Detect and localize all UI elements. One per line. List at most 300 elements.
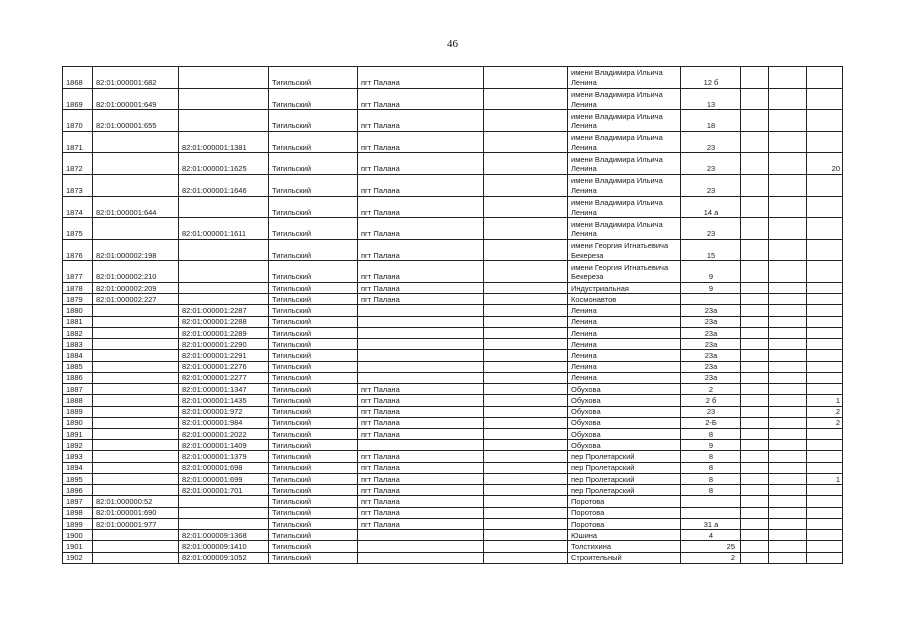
cadastral-number-alt-cell: 82:01:000001:2022 (179, 428, 269, 439)
extra-cell-1 (741, 196, 769, 218)
cadastral-number-alt-cell: 82:01:000001:2277 (179, 372, 269, 383)
extra-cell-1 (741, 67, 769, 89)
extra-cell-2 (769, 261, 807, 283)
cadastral-number-alt-cell: 82:01:000001:2291 (179, 350, 269, 361)
district-cell: Тигильский (269, 67, 358, 89)
cadastral-number-alt-cell: 82:01:000001:2289 (179, 327, 269, 338)
table-row (63, 530, 843, 541)
cadastral-number-cell (93, 462, 179, 473)
extra-cell-3 (807, 110, 843, 132)
extra-cell-3 (807, 327, 843, 338)
extra-cell-3 (807, 282, 843, 293)
settlement-cell: пгт Палана (358, 67, 484, 89)
settlement-cell (358, 327, 484, 338)
extra-cell-1 (741, 552, 769, 563)
cadastral-number-cell: 82:01:000000:52 (93, 496, 179, 507)
table-row (63, 153, 843, 175)
extra-cell-1 (741, 406, 769, 417)
table-row (63, 507, 843, 518)
cadastral-number-alt-cell: 82:01:000001:1381 (179, 131, 269, 153)
blank-cell (484, 196, 568, 218)
settlement-cell: пгт Палана (358, 294, 484, 305)
street-cell: Ленина (568, 350, 681, 361)
street-cell: Ленина (568, 361, 681, 372)
cadastral-number-cell (93, 361, 179, 372)
street-cell: имени Владимира Ильича Ленина (568, 218, 681, 240)
extra-cell-2 (769, 384, 807, 395)
settlement-cell (358, 350, 484, 361)
cadastral-number-cell (93, 552, 179, 563)
district-cell: Тигильский (269, 462, 358, 473)
settlement-cell (358, 339, 484, 350)
house-number-cell: 23 (681, 218, 741, 240)
house-number-cell: 23 (681, 153, 741, 175)
extra-cell-2 (769, 316, 807, 327)
street-cell: Космонавтов (568, 294, 681, 305)
blank-cell (484, 327, 568, 338)
extra-cell-3 (807, 372, 843, 383)
cadastral-number-cell (93, 451, 179, 462)
street-cell: Индустриальная (568, 282, 681, 293)
house-number-cell: 23 (681, 406, 741, 417)
extra-cell-3 (807, 294, 843, 305)
extra-cell-2 (769, 428, 807, 439)
table-row (63, 316, 843, 327)
blank-cell (484, 384, 568, 395)
street-cell: Обухова (568, 384, 681, 395)
street-cell: Обухова (568, 417, 681, 428)
extra-cell-1 (741, 530, 769, 541)
blank-cell (484, 451, 568, 462)
district-cell: Тигильский (269, 417, 358, 428)
table-row (63, 473, 843, 484)
cadastral-number-alt-cell: 82:01:000009:1368 (179, 530, 269, 541)
extra-cell-1 (741, 174, 769, 196)
settlement-cell: пгт Палана (358, 518, 484, 529)
cadastral-number-cell (93, 440, 179, 451)
extra-cell-3 (807, 339, 843, 350)
table-row (63, 110, 843, 132)
street-cell: пер Пролетарский (568, 485, 681, 496)
extra-cell-2 (769, 361, 807, 372)
cadastral-number-cell: 82:01:000002:210 (93, 261, 179, 283)
cadastral-number-cell (93, 395, 179, 406)
district-cell: Тигильский (269, 473, 358, 484)
district-cell: Тигильский (269, 339, 358, 350)
extra-cell-1 (741, 417, 769, 428)
cadastral-number-cell: 82:01:000001:977 (93, 518, 179, 529)
district-cell: Тигильский (269, 384, 358, 395)
district-cell: Тигильский (269, 440, 358, 451)
settlement-cell: пгт Палана (358, 395, 484, 406)
extra-cell-1 (741, 440, 769, 451)
settlement-cell: пгт Палана (358, 174, 484, 196)
row-number-cell: 1882 (63, 327, 93, 338)
table-row (63, 541, 843, 552)
house-number-cell: 8 (681, 451, 741, 462)
settlement-cell: пгт Палана (358, 406, 484, 417)
extra-cell-1 (741, 339, 769, 350)
extra-cell-2 (769, 327, 807, 338)
district-cell: Тигильский (269, 451, 358, 462)
house-number-cell: 9 (681, 440, 741, 451)
extra-cell-2 (769, 294, 807, 305)
extra-cell-2 (769, 462, 807, 473)
row-number-cell: 1880 (63, 305, 93, 316)
house-number-cell: 23а (681, 305, 741, 316)
street-cell: Поротова (568, 518, 681, 529)
settlement-cell (358, 530, 484, 541)
row-number-cell: 1897 (63, 496, 93, 507)
table-row (63, 485, 843, 496)
cadastral-number-alt-cell (179, 294, 269, 305)
street-cell: Ленина (568, 327, 681, 338)
extra-cell-2 (769, 530, 807, 541)
district-cell: Тигильский (269, 327, 358, 338)
blank-cell (484, 218, 568, 240)
house-number-cell (681, 496, 741, 507)
cadastral-number-alt-cell (179, 110, 269, 132)
cadastral-number-alt-cell: 82:01:000001:2276 (179, 361, 269, 372)
extra-cell-1 (741, 261, 769, 283)
extra-cell-2 (769, 339, 807, 350)
extra-cell-2 (769, 88, 807, 110)
district-cell: Тигильский (269, 294, 358, 305)
table-row (63, 218, 843, 240)
settlement-cell (358, 552, 484, 563)
blank-cell (484, 153, 568, 175)
blank-cell (484, 552, 568, 563)
row-number-cell: 1875 (63, 218, 93, 240)
extra-cell-1 (741, 316, 769, 327)
table-row (63, 395, 843, 406)
district-cell: Тигильский (269, 428, 358, 439)
house-number-cell: 9 (681, 282, 741, 293)
blank-cell (484, 395, 568, 406)
blank-cell (484, 305, 568, 316)
district-cell: Тигильский (269, 518, 358, 529)
extra-cell-3 (807, 485, 843, 496)
house-number-cell (681, 294, 741, 305)
table-row (63, 350, 843, 361)
cadastral-number-cell: 82:01:000001:690 (93, 507, 179, 518)
blank-cell (484, 406, 568, 417)
cadastral-number-alt-cell: 82:01:000001:972 (179, 406, 269, 417)
extra-cell-1 (741, 327, 769, 338)
extra-cell-2 (769, 239, 807, 261)
street-cell: имени Георгия Игнатьевича Бекереза (568, 239, 681, 261)
extra-cell-1 (741, 518, 769, 529)
settlement-cell: пгт Палана (358, 417, 484, 428)
extra-cell-1 (741, 451, 769, 462)
cadastral-number-cell: 82:01:000001:644 (93, 196, 179, 218)
table-row (63, 384, 843, 395)
blank-cell (484, 67, 568, 89)
extra-cell-3 (807, 350, 843, 361)
extra-cell-2 (769, 282, 807, 293)
district-cell: Тигильский (269, 282, 358, 293)
table-row (63, 518, 843, 529)
extra-cell-3 (807, 67, 843, 89)
extra-cell-1 (741, 507, 769, 518)
extra-cell-3 (807, 196, 843, 218)
table-row (63, 294, 843, 305)
extra-cell-3: 20 (807, 153, 843, 175)
district-cell: Тигильский (269, 239, 358, 261)
house-number-cell: 23 (681, 174, 741, 196)
extra-cell-1 (741, 462, 769, 473)
street-cell: имени Владимира Ильича Ленина (568, 196, 681, 218)
cadastral-number-cell (93, 372, 179, 383)
extra-cell-1 (741, 305, 769, 316)
extra-cell-2 (769, 518, 807, 529)
settlement-cell: пгт Палана (358, 88, 484, 110)
extra-cell-3 (807, 384, 843, 395)
row-number-cell: 1874 (63, 196, 93, 218)
extra-cell-1 (741, 218, 769, 240)
extra-cell-3: 2 (807, 406, 843, 417)
row-number-cell: 1896 (63, 485, 93, 496)
district-cell: Тигильский (269, 372, 358, 383)
table-row (63, 372, 843, 383)
house-number-cell (681, 507, 741, 518)
cadastral-number-cell: 82:01:000001:655 (93, 110, 179, 132)
extra-cell-2 (769, 110, 807, 132)
extra-cell-3 (807, 440, 843, 451)
house-number-cell: 2-Б (681, 417, 741, 428)
district-cell: Тигильский (269, 552, 358, 563)
house-number-cell: 2 б (681, 395, 741, 406)
blank-cell (484, 339, 568, 350)
row-number-cell: 1900 (63, 530, 93, 541)
district-cell: Тигильский (269, 153, 358, 175)
blank-cell (484, 282, 568, 293)
cadastral-number-alt-cell: 82:01:000001:1625 (179, 153, 269, 175)
blank-cell (484, 131, 568, 153)
cadastral-number-alt-cell (179, 518, 269, 529)
row-number-cell: 1886 (63, 372, 93, 383)
settlement-cell (358, 305, 484, 316)
cadastral-number-cell (93, 384, 179, 395)
row-number-cell: 1899 (63, 518, 93, 529)
cadastral-number-cell (93, 218, 179, 240)
blank-cell (484, 261, 568, 283)
extra-cell-2 (769, 417, 807, 428)
cadastral-number-cell: 82:01:000002:198 (93, 239, 179, 261)
page-number: 46 (447, 38, 458, 50)
cadastral-number-cell (93, 131, 179, 153)
row-number-cell: 1870 (63, 110, 93, 132)
extra-cell-2 (769, 541, 807, 552)
row-number-cell: 1881 (63, 316, 93, 327)
house-number-cell: 23а (681, 361, 741, 372)
table-row (63, 339, 843, 350)
street-cell: имени Владимира Ильича Ленина (568, 174, 681, 196)
extra-cell-2 (769, 305, 807, 316)
cadastral-number-cell: 82:01:000001:649 (93, 88, 179, 110)
extra-cell-2 (769, 131, 807, 153)
extra-cell-2 (769, 496, 807, 507)
extra-cell-2 (769, 440, 807, 451)
table-row (63, 496, 843, 507)
street-cell: имени Владимира Ильича Ленина (568, 153, 681, 175)
extra-cell-3 (807, 239, 843, 261)
street-cell: Обухова (568, 395, 681, 406)
cadastral-number-cell (93, 428, 179, 439)
register-table-body (63, 67, 843, 564)
extra-cell-2 (769, 350, 807, 361)
extra-cell-3 (807, 496, 843, 507)
row-number-cell: 1891 (63, 428, 93, 439)
blank-cell (484, 473, 568, 484)
district-cell: Тигильский (269, 196, 358, 218)
row-number-cell: 1876 (63, 239, 93, 261)
cadastral-number-alt-cell: 82:01:000001:698 (179, 462, 269, 473)
cadastral-number-alt-cell: 82:01:000001:1611 (179, 218, 269, 240)
extra-cell-2 (769, 372, 807, 383)
row-number-cell: 1877 (63, 261, 93, 283)
house-number-cell: 2 (681, 552, 741, 563)
district-cell: Тигильский (269, 131, 358, 153)
cadastral-number-alt-cell (179, 196, 269, 218)
extra-cell-3: 1 (807, 395, 843, 406)
cadastral-number-alt-cell (179, 67, 269, 89)
extra-cell-3 (807, 316, 843, 327)
street-cell: Ленина (568, 305, 681, 316)
settlement-cell: пгт Палана (358, 507, 484, 518)
house-number-cell: 23а (681, 316, 741, 327)
extra-cell-3 (807, 518, 843, 529)
table-row (63, 282, 843, 293)
settlement-cell (358, 440, 484, 451)
extra-cell-1 (741, 153, 769, 175)
blank-cell (484, 174, 568, 196)
row-number-cell: 1895 (63, 473, 93, 484)
extra-cell-1 (741, 361, 769, 372)
row-number-cell: 1884 (63, 350, 93, 361)
extra-cell-2 (769, 406, 807, 417)
row-number-cell: 1879 (63, 294, 93, 305)
cadastral-number-cell (93, 153, 179, 175)
cadastral-number-alt-cell (179, 282, 269, 293)
cadastral-number-cell: 82:01:000001:682 (93, 67, 179, 89)
extra-cell-2 (769, 174, 807, 196)
extra-cell-3 (807, 530, 843, 541)
cadastral-number-alt-cell (179, 507, 269, 518)
district-cell: Тигильский (269, 110, 358, 132)
row-number-cell: 1902 (63, 552, 93, 563)
house-number-cell: 4 (681, 530, 741, 541)
settlement-cell: пгт Палана (358, 282, 484, 293)
house-number-cell: 23 (681, 131, 741, 153)
cadastral-number-cell (93, 339, 179, 350)
row-number-cell: 1898 (63, 507, 93, 518)
extra-cell-3 (807, 88, 843, 110)
house-number-cell: 23а (681, 327, 741, 338)
extra-cell-3 (807, 507, 843, 518)
row-number-cell: 1888 (63, 395, 93, 406)
row-number-cell: 1892 (63, 440, 93, 451)
street-cell: Ленина (568, 316, 681, 327)
extra-cell-1 (741, 282, 769, 293)
district-cell: Тигильский (269, 507, 358, 518)
blank-cell (484, 110, 568, 132)
blank-cell (484, 350, 568, 361)
cadastral-number-alt-cell: 82:01:000001:1646 (179, 174, 269, 196)
cadastral-number-cell (93, 530, 179, 541)
table-row (63, 417, 843, 428)
cadastral-number-cell (93, 417, 179, 428)
blank-cell (484, 239, 568, 261)
cadastral-number-alt-cell (179, 88, 269, 110)
cadastral-number-cell (93, 350, 179, 361)
house-number-cell: 18 (681, 110, 741, 132)
cadastral-number-alt-cell: 82:01:000001:984 (179, 417, 269, 428)
register-table (62, 66, 843, 564)
extra-cell-3 (807, 305, 843, 316)
row-number-cell: 1890 (63, 417, 93, 428)
table-row (63, 462, 843, 473)
extra-cell-3 (807, 261, 843, 283)
row-number-cell: 1873 (63, 174, 93, 196)
settlement-cell: пгт Палана (358, 384, 484, 395)
house-number-cell: 23а (681, 372, 741, 383)
table-row (63, 305, 843, 316)
row-number-cell: 1887 (63, 384, 93, 395)
cadastral-number-alt-cell: 82:01:000001:2288 (179, 316, 269, 327)
cadastral-number-alt-cell: 82:01:000001:2290 (179, 339, 269, 350)
extra-cell-3 (807, 218, 843, 240)
extra-cell-1 (741, 294, 769, 305)
extra-cell-3 (807, 462, 843, 473)
district-cell: Тигильский (269, 406, 358, 417)
extra-cell-3: 2 (807, 417, 843, 428)
house-number-cell: 8 (681, 473, 741, 484)
street-cell: Поротова (568, 507, 681, 518)
house-number-cell: 14 а (681, 196, 741, 218)
settlement-cell (358, 361, 484, 372)
settlement-cell: пгт Палана (358, 485, 484, 496)
settlement-cell (358, 372, 484, 383)
house-number-cell: 8 (681, 462, 741, 473)
street-cell: Строительный (568, 552, 681, 563)
row-number-cell: 1869 (63, 88, 93, 110)
cadastral-number-alt-cell: 82:01:000001:1347 (179, 384, 269, 395)
district-cell: Тигильский (269, 174, 358, 196)
street-cell: Толстихина (568, 541, 681, 552)
extra-cell-1 (741, 395, 769, 406)
extra-cell-1 (741, 428, 769, 439)
house-number-cell: 31 а (681, 518, 741, 529)
blank-cell (484, 316, 568, 327)
extra-cell-1 (741, 372, 769, 383)
table-row (63, 67, 843, 89)
house-number-cell: 13 (681, 88, 741, 110)
table-row (63, 239, 843, 261)
extra-cell-2 (769, 153, 807, 175)
district-cell: Тигильский (269, 530, 358, 541)
settlement-cell: пгт Палана (358, 261, 484, 283)
district-cell: Тигильский (269, 316, 358, 327)
extra-cell-3 (807, 552, 843, 563)
blank-cell (484, 485, 568, 496)
row-number-cell: 1883 (63, 339, 93, 350)
row-number-cell: 1871 (63, 131, 93, 153)
street-cell: Обухова (568, 406, 681, 417)
settlement-cell: пгт Палана (358, 218, 484, 240)
extra-cell-1 (741, 239, 769, 261)
street-cell: пер Пролетарский (568, 473, 681, 484)
